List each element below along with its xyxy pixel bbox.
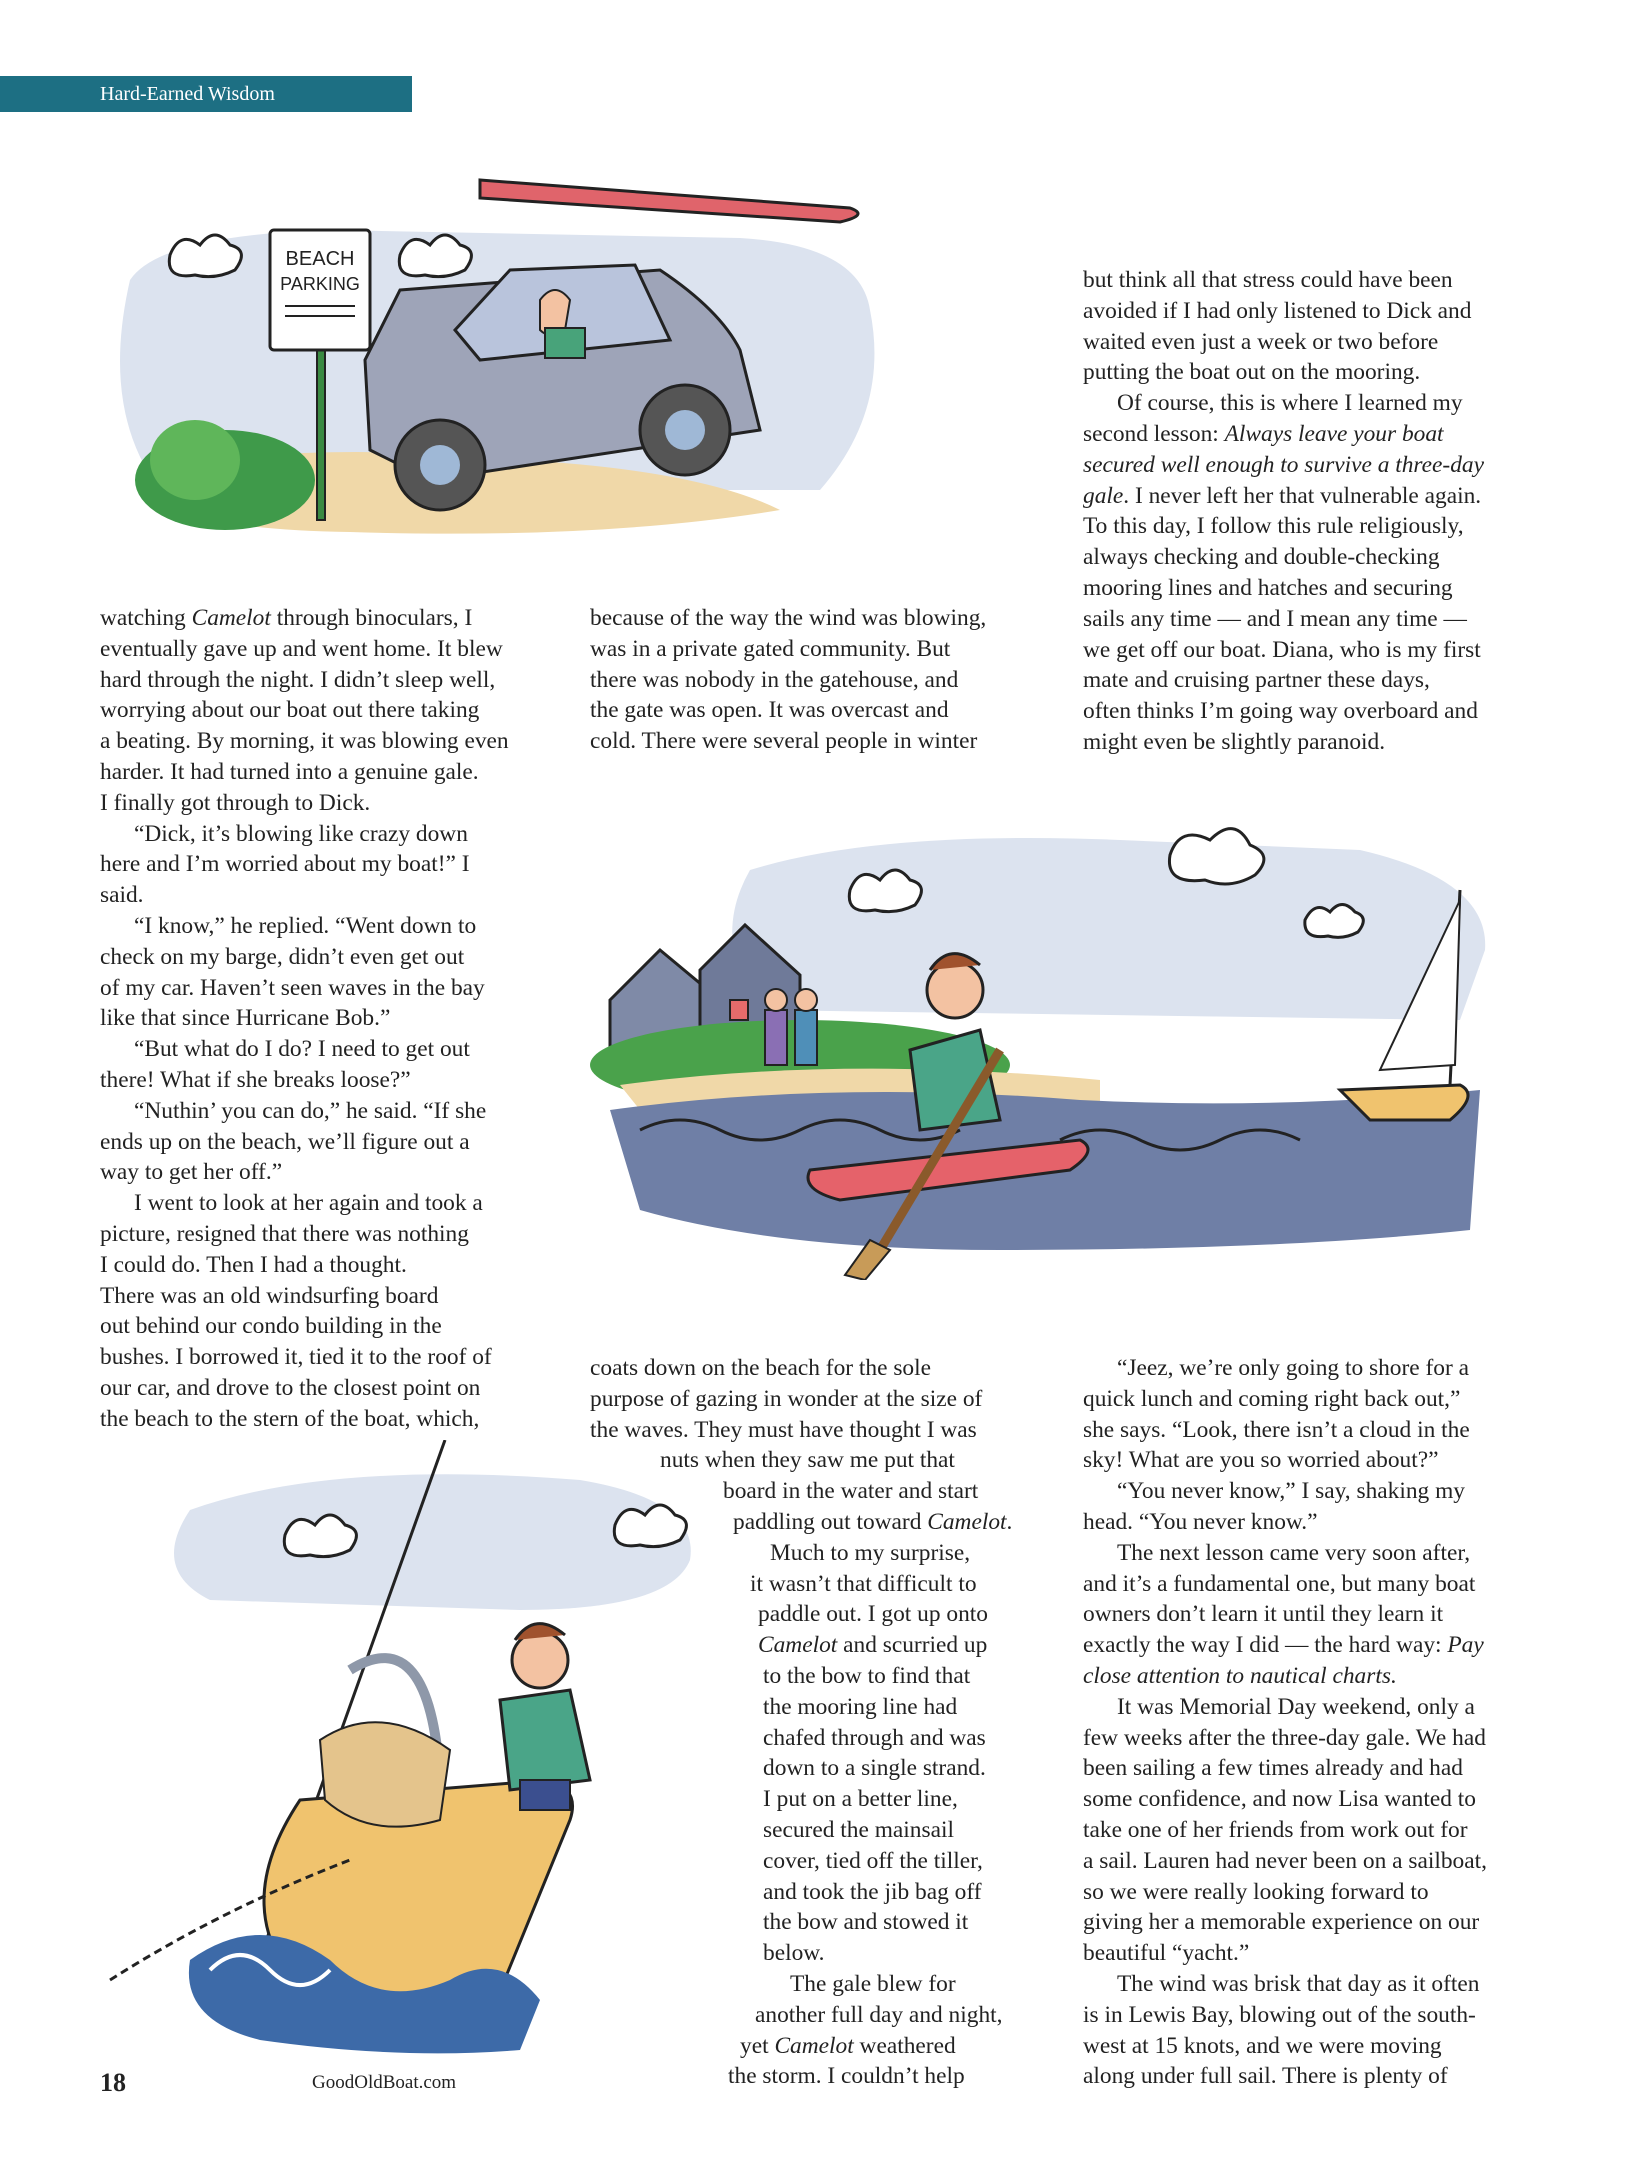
text-line: the bow and stowed it [763, 1909, 969, 1936]
text-line: to the bow to find that [763, 1662, 971, 1689]
text-line: mooring lines and hatches and securing [1083, 574, 1453, 601]
text-line: always checking and double-checking [1083, 544, 1440, 571]
text-line: “Dick, it’s blowing like crazy down [134, 820, 468, 847]
footer-site: GoodOldBoat.com [312, 2072, 457, 2093]
text-line: giving her a memorable experience on our [1083, 1909, 1480, 1936]
text-line: been sailing a few times already and had [1083, 1755, 1463, 1782]
text-line: and it’s a fundamental one, but many boat [1083, 1570, 1476, 1597]
text-line: said. [100, 882, 144, 909]
text-line: along under full sail. There is plenty of [1083, 2063, 1448, 2090]
text-line: close attention to nautical charts. [1083, 1662, 1397, 1689]
text-line: cold. There were several people in winter [590, 728, 978, 755]
text-line: paddle out. I got up onto [758, 1601, 988, 1628]
text-line: of my car. Haven’t seen waves in the bay [100, 974, 485, 1001]
text-line: “Nuthin’ you can do,” he said. “If she [134, 1097, 487, 1124]
text-line: there was nobody in the gatehouse, and [590, 666, 959, 693]
crew-icon [500, 1624, 590, 1810]
text-line: head. “You never know.” [1083, 1508, 1318, 1535]
text-line: down to a single strand. [763, 1755, 986, 1782]
text-line: but think all that stress could have been [1083, 267, 1453, 293]
text-line: cover, tied off the tiller, [763, 1847, 983, 1874]
text-line: check on my barge, didn’t even get out [100, 943, 465, 970]
text-line: “You never know,” I say, shaking my [1117, 1478, 1465, 1505]
text-line: sails any time — and I mean any time — [1083, 605, 1467, 632]
text-line: owners don’t learn it until they learn it [1083, 1601, 1444, 1628]
text-line: There was an old windsurfing board [100, 1282, 439, 1309]
text-line: and took the jib bag off [763, 1878, 982, 1905]
text-line: might even be slightly paranoid. [1083, 728, 1386, 755]
text-line: our car, and drove to the closest point on [100, 1374, 481, 1401]
text-line: mate and cruising partner these days, [1083, 667, 1430, 694]
text-line: quick lunch and coming right back out,” [1083, 1385, 1461, 1412]
text-line: there! What if she breaks loose?” [100, 1066, 411, 1093]
sign-line1: BEACH [285, 248, 355, 270]
text-line: The wind was brisk that day as it often [1117, 1970, 1480, 1997]
text-line: exactly the way I did — the hard way: Pay [1083, 1632, 1484, 1659]
text-line: I went to look at her again and took a [134, 1190, 483, 1217]
text-line: board in the water and start [723, 1478, 979, 1505]
text-line: “I know,” he replied. “Went down to [134, 912, 477, 939]
text-line: out behind our condo building in the [100, 1313, 442, 1340]
text-line: the gate was open. It was overcast and [590, 697, 949, 724]
text-line: west at 15 knots, and we were moving [1083, 2032, 1442, 2059]
text-line: so we were really looking forward to [1083, 1878, 1429, 1905]
text-line: Of course, this is where I learned my [1117, 390, 1463, 417]
text-line: ends up on the beach, we’ll figure out a [100, 1128, 470, 1155]
text-line: yet Camelot weathered [740, 2032, 956, 2059]
text-line: often thinks I’m going way overboard and [1083, 698, 1478, 725]
text-line: few weeks after the three-day gale. We had [1083, 1724, 1486, 1751]
text-line: we get off our boat. Diana, who is my first [1083, 636, 1481, 663]
surfboard-icon [480, 180, 858, 222]
text-line: take one of her friends from work out for [1083, 1816, 1468, 1843]
column-3-bottom [1083, 1353, 1543, 2092]
text-line: worrying about our boat out there taking [100, 697, 480, 724]
page-number: 18 [100, 2068, 126, 2097]
paddling-illustration [580, 810, 1520, 1280]
column-1 [100, 603, 560, 1435]
text-line: the storm. I couldn’t help [728, 2063, 965, 2090]
text-line: secured well enough to survive a three-day [1083, 451, 1484, 478]
section-header: Hard-Earned Wisdom [0, 76, 412, 112]
text-line: some confidence, and now Lisa wanted to [1083, 1786, 1476, 1813]
text-line: chafed through and was [763, 1724, 986, 1751]
text-line: The next lesson came very soon after, [1117, 1539, 1471, 1566]
text-line: a sail. Lauren had never been on a sailboat, [1083, 1847, 1487, 1874]
text-line: second lesson: Always leave your boat [1083, 420, 1444, 447]
text-line: here and I’m worried about my boat!” I [100, 851, 470, 878]
text-line: “But what do I do? I need to get out [134, 1036, 470, 1063]
column-2-top [590, 603, 1060, 757]
text-line: nuts when they saw me put that [660, 1447, 955, 1474]
text-line: avoided if I had only listened to Dick and [1083, 297, 1472, 324]
text-line: It was Memorial Day weekend, only a [1117, 1693, 1475, 1720]
sign-line2: PARKING [280, 274, 360, 294]
text-line: putting the boat out on the mooring. [1083, 359, 1421, 386]
car-illustration [100, 160, 920, 580]
text-line: Camelot and scurried up [758, 1632, 988, 1659]
text-line: below. [763, 1940, 825, 1967]
text-line: a beating. By morning, it was blowing even [100, 728, 509, 755]
text-line: hard through the night. I didn’t sleep well, [100, 666, 496, 693]
text-line: is in Lewis Bay, blowing out of the south- [1083, 2001, 1476, 2028]
text-line: gale. I never left her that vulnerable again. [1083, 482, 1482, 509]
text-line: secured the mainsail [763, 1816, 954, 1843]
text-line: beautiful “yacht.” [1083, 1940, 1250, 1967]
text-line: the beach to the stern of the boat, which, [100, 1405, 480, 1432]
text-line: harder. It had turned into a genuine gale. [100, 758, 479, 785]
text-line: another full day and night, [755, 2001, 1003, 2028]
text-line: purpose of gazing in wonder at the size of [590, 1385, 983, 1412]
column-2-bottom [590, 1353, 1060, 2092]
text-line: the waves. They must have thought I was [590, 1416, 977, 1443]
text-line: coats down on the beach for the sole [590, 1355, 932, 1381]
text-line: was in a private gated community. But [590, 635, 951, 662]
text-line: like that since Hurricane Bob.” [100, 1005, 391, 1032]
text-line: waited even just a week or two before [1083, 328, 1439, 355]
text-line: picture, resigned that there was nothing [100, 1220, 469, 1247]
text-line: Much to my surprise, [770, 1539, 971, 1566]
text-line: she says. “Look, there isn’t a cloud in the [1083, 1416, 1470, 1443]
text-line: The gale blew for [790, 1970, 956, 1997]
text-line: eventually gave up and went home. It blew [100, 635, 503, 662]
text-line: the mooring line had [763, 1693, 958, 1720]
text-line: watching Camelot through binoculars, I [100, 605, 473, 631]
text-line: bushes. I borrowed it, tied it to the roof of [100, 1344, 492, 1371]
text-line: way to get her off.” [100, 1159, 283, 1186]
text-line: because of the way the wind was blowing, [590, 605, 987, 631]
text-line: sky! What are you so worried about?” [1083, 1447, 1439, 1474]
text-line: I could do. Then I had a thought. [100, 1251, 407, 1278]
column-3-top [1083, 265, 1543, 758]
text-line: “Jeez, we’re only going to shore for a [1117, 1355, 1470, 1381]
text-line: To this day, I follow this rule religiously, [1083, 513, 1464, 540]
text-line: paddling out toward Camelot. [733, 1508, 1013, 1535]
text-line: I put on a better line, [763, 1786, 958, 1813]
text-line: I finally got through to Dick. [100, 789, 371, 816]
text-line: it wasn’t that difficult to [750, 1570, 977, 1597]
